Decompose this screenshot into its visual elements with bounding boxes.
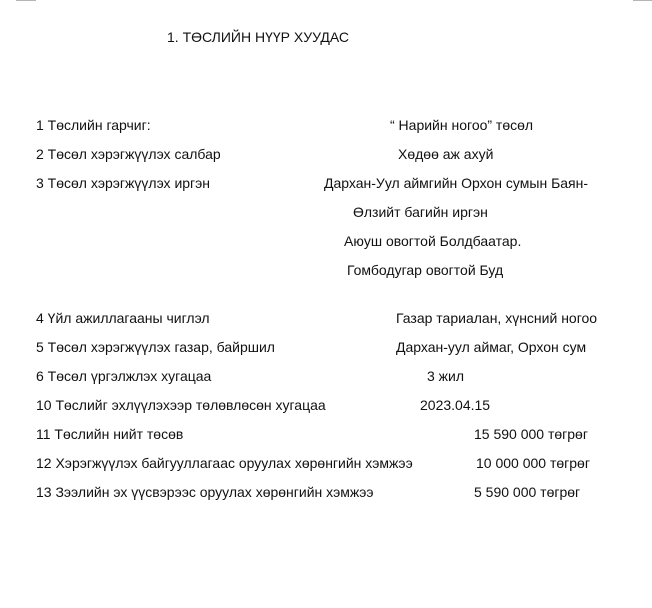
row-3-value-line-2: Өлзийт багийн иргэн [353, 204, 488, 220]
row-3-value-line-3: Аюуш овогтой Болдбаатар. [344, 233, 522, 249]
row-11-value: 15 590 000 төгрөг [474, 426, 588, 442]
row-13-label: 13 Зээлийн эх үүсвэрээс оруулах хөрөнгийн хэмжээ [36, 484, 374, 500]
row-13-value: 5 590 000 төгрөг [474, 484, 581, 500]
row-4-label: 4 Үйл ажиллагааны чиглэл [36, 310, 210, 326]
row-1-label: 1 Төслийн гарчиг: [36, 117, 151, 133]
row-3-value-line-4: Гомбодугар овогтой Буд [347, 262, 504, 278]
row-3-value-line-1: Дархан-Уул аймгийн Орхон сумын Баян- [324, 175, 589, 191]
row-1-value: “ Нарийн ногоо” төсөл [390, 117, 534, 133]
row-10-value: 2023.04.15 [420, 397, 491, 413]
page-corner-mark-left [16, 0, 36, 1]
row-5-value: Дархан-уул аймаг, Орхон сум [396, 339, 587, 355]
row-6-label: 6 Төсөл үргэлжлэх хугацаа [36, 368, 212, 384]
row-12-value: 10 000 000 төгрөг [476, 455, 590, 471]
row-10-label: 10 Төслийг эхлүүлэхээр төлөвлөсөн хугацаа [36, 397, 326, 413]
page-corner-mark-right [633, 0, 652, 1]
row-11-label: 11 Төслийн нийт төсөв [36, 426, 184, 442]
row-6-value: 3 жил [427, 368, 465, 384]
row-2-value: Хөдөө аж ахуй [398, 146, 494, 162]
row-5-label: 5 Төсөл хэрэгжүүлэх газар, байршил [36, 339, 275, 355]
row-12-label: 12 Хэрэгжүүлэх байгууллагаас оруулах хөрөнгийн хэмжээ [36, 455, 413, 471]
row-4-value: Газар тариалан, хүнсний ногоо [396, 310, 598, 326]
row-3-label: 3 Төсөл хэрэгжүүлэх иргэн [36, 175, 211, 191]
page-title: 1. ТӨСЛИЙН НҮҮР ХУУДАС [167, 29, 349, 45]
row-2-label: 2 Төсөл хэрэгжүүлэх салбар [36, 146, 221, 162]
